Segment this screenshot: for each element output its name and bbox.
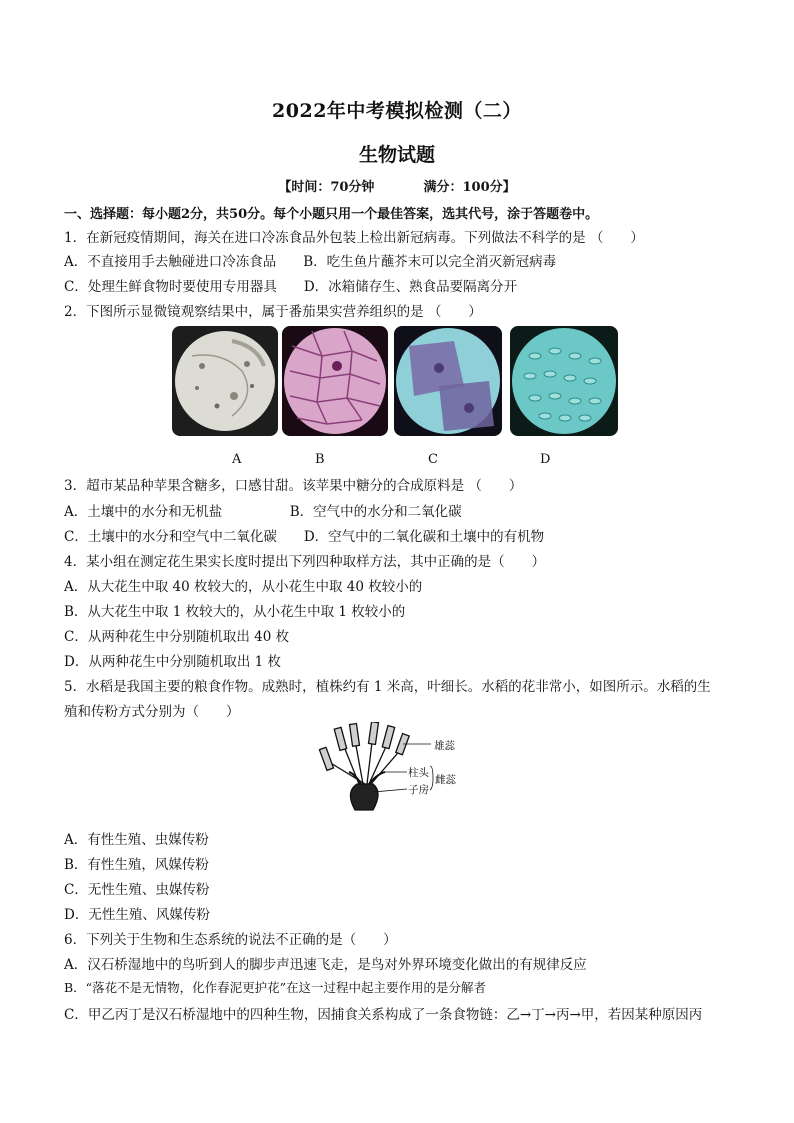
micrograph-b (282, 326, 388, 436)
question-6-option-c: C．甲乙丙丁是汉石桥湿地中的四种生物，因捕食关系构成了一条食物链：乙→丁→丙→甲，若因某种原因丙 (64, 1007, 703, 1023)
question-2-stem: 2．下图所示显微镜观察结果中，属于番茄果实营养组织的是 （ ） (64, 304, 482, 320)
question-6-stem: 6．下列关于生物和生态系统的说法不正确的是（ ） (64, 932, 397, 948)
question-6-option-b: B．“落花不是无情物，化作春泥更护花”在这一过程中起主要作用的是分解者 (64, 980, 486, 995)
label-ovary: 子房 (408, 784, 429, 796)
question-3-options-ab: A．土壤中的水分和无机盐 B．空气中的水分和二氧化碳 (64, 504, 462, 520)
exam-title: 2022年中考模拟检测（二） (272, 100, 522, 122)
question-5-stem-line2: 殖和传粉方式分别为（ ） (64, 704, 240, 720)
question-5-option-a: A．有性生殖、虫媒传粉 (64, 832, 209, 848)
micrograph-label-b: B (315, 452, 325, 467)
question-4-option-a: A．从大花生中取 40 枚较大的，从小花生中取 40 枚较小的 (64, 579, 423, 595)
section-heading: 一、选择题：每小题2分，共50分。每个小题只用一个最佳答案，选其代号，涂于答题卷中。 (64, 207, 599, 222)
micrograph-label-c: C (428, 452, 438, 467)
question-4-option-c: C．从两种花生中分别随机取出 40 枚 (64, 629, 290, 645)
question-5-option-d: D．无性生殖、风媒传粉 (64, 907, 210, 923)
question-1-stem: 1．在新冠疫情期间，海关在进口冷冻食品外包装上检出新冠病毒。下列做法不科学的是 （ ） (64, 230, 644, 246)
exam-meta (0, 176, 794, 195)
micrograph-a (172, 326, 278, 436)
question-3-options-cd: C．土壤中的水分和空气中二氧化碳 D．空气中的二氧化碳和土壤中的有机物 (64, 529, 545, 545)
question-6-option-a: A．汉石桥湿地中的鸟听到人的脚步声迅速飞走，是鸟对外界环境变化做出的有规律反应 (64, 957, 587, 973)
exam-time: 【时间：70分钟 (278, 180, 375, 195)
question-5-stem-line1: 5．水稻是我国主要的粮食作物。成熟时，植株约有 1 米高，叶细长。水稻的花非常小，如图所示。水稻的生 (64, 679, 711, 695)
exam-subject: 生物试题 (358, 144, 435, 166)
question-4-option-b: B．从大花生中取 1 枚较大的，从小花生中取 1 枚较小的 (64, 604, 406, 620)
question-3-stem: 3．超市某品种苹果含糖多，口感甘甜。该苹果中糖分的合成原料是 （ ） (64, 478, 523, 494)
question-5-option-c: C．无性生殖、虫媒传粉 (64, 882, 210, 898)
label-stigma: 柱头 (408, 767, 429, 779)
question-1-options-ab: A．不直接用手去触碰进口冷冻食品 B．吃生鱼片蘸芥末可以完全消灭新冠病毒 (64, 254, 557, 270)
exam-score: 满分：100分】 (423, 180, 516, 195)
question-4-stem: 4．某小组在测定花生果实长度时提出下列四种取样方法，其中正确的是（ ） (64, 554, 546, 570)
label-pistil: 雌蕊 (435, 774, 456, 786)
rice-flower-diagram (315, 722, 475, 822)
micrograph-c (394, 326, 502, 436)
question-5-option-b: B．有性生殖，风媒传粉 (64, 857, 209, 873)
micrograph-label-d: D (540, 452, 551, 467)
micrograph-label-a: A (232, 452, 242, 467)
label-stamen: 雄蕊 (434, 740, 455, 752)
question-1-options-cd: C．处理生鲜食物时要使用专用器具 D．冰箱储存生、熟食品要隔离分开 (64, 279, 518, 295)
question-4-option-d: D．从两种花生中分别随机取出 1 枚 (64, 654, 281, 670)
micrograph-d (510, 326, 618, 436)
